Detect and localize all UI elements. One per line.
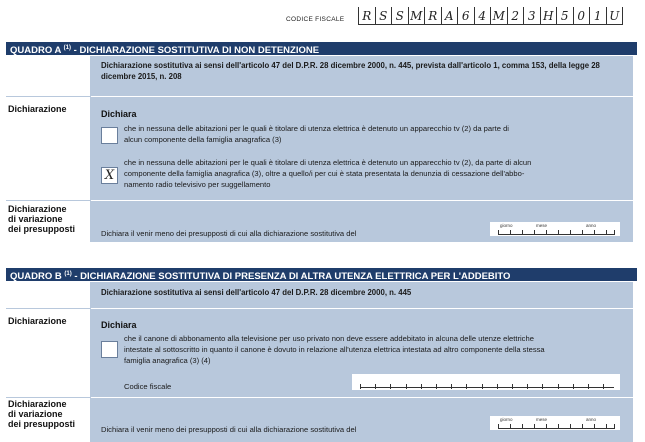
quadro-a-title: QUADRO A — [10, 45, 62, 57]
tick-mark — [498, 424, 499, 429]
date-label-day: giorno — [500, 417, 513, 422]
quadro-a-date-field[interactable] — [490, 222, 620, 236]
tick-mark — [406, 384, 407, 389]
tick-mark — [527, 384, 528, 389]
quadro-a-variazione-label — [8, 204, 75, 234]
tick-mark — [497, 384, 498, 389]
date-label-month: mese — [536, 417, 548, 422]
tick-mark — [498, 230, 499, 235]
quadro-b-option1-text — [124, 333, 629, 366]
tick-mark — [466, 384, 467, 389]
quadro-a-title-rest: - DICHIARAZIONE SOSTITUTIVA DI NON DETENZIONE — [71, 45, 320, 57]
label-line: dei presupposti — [8, 419, 76, 429]
codice-fiscale-char: 5 — [556, 7, 573, 24]
quadro-a-option1-checkbox[interactable] — [101, 127, 118, 144]
tick-mark — [542, 384, 543, 389]
tick-mark — [546, 230, 547, 235]
tick-mark — [606, 424, 607, 429]
quadro-b-dichiara: Dichiara — [101, 320, 137, 330]
tick-mark — [558, 230, 559, 235]
quadro-b-cf-label: Codice fiscale — [124, 382, 172, 391]
tick-mark — [573, 384, 574, 389]
date-label-year: anno — [586, 223, 597, 228]
tick-mark — [375, 384, 376, 389]
codice-fiscale-char: 6 — [457, 7, 474, 24]
codice-fiscale-char: S — [375, 7, 392, 24]
quadro-b-option1-checkbox[interactable] — [101, 341, 118, 358]
text-line: intestate al sottoscritto in quanto il canone è dovuto in relazione all'utenza elettrica intestata ad altro componente della stessa — [124, 345, 545, 354]
tick-mark — [512, 384, 513, 389]
codice-fiscale-char: 1 — [589, 7, 606, 24]
text-line: che in nessuna delle abitazioni per le quali è titolare di utenza elettrica è detenuto un apparecchio tv (2) da parte di — [124, 124, 509, 133]
tick-mark — [522, 230, 523, 235]
quadro-b-title-rest: - DICHIARAZIONE SOSTITUTIVA DI PRESENZA DI ALTRA UTENZA ELETTRICA PER L'ADDEBITO — [71, 271, 511, 283]
tick-mark — [594, 424, 595, 429]
tick-mark — [482, 384, 483, 389]
separator — [6, 200, 633, 201]
label-line: di variazione — [8, 214, 63, 224]
codice-fiscale-char: M — [408, 7, 425, 24]
separator — [6, 96, 633, 97]
tick-mark — [360, 384, 361, 389]
codice-fiscale-char: A — [441, 7, 458, 24]
codice-fiscale-boxes — [358, 7, 623, 25]
tick-mark — [570, 230, 571, 235]
quadro-b-header — [6, 268, 637, 281]
tick-mark — [451, 384, 452, 389]
date-label-day: giorno — [500, 223, 513, 228]
quadro-b-variazione-text: Dichiara il venir meno dei presupposti di cui alla dichiarazione sostitutiva del — [101, 425, 357, 434]
quadro-b-title: QUADRO B — [10, 271, 62, 283]
cf-baseline — [360, 387, 614, 388]
separator — [6, 397, 633, 398]
tick-mark — [614, 424, 615, 429]
date-label-year: anno — [586, 417, 597, 422]
quadro-a-panel — [90, 56, 633, 242]
tick-mark — [522, 424, 523, 429]
tick-mark — [510, 230, 511, 235]
separator — [6, 96, 90, 97]
quadro-a-option2-text — [124, 157, 629, 190]
codice-fiscale-label: CODICE FISCALE — [286, 16, 345, 23]
codice-fiscale-char: U — [606, 7, 624, 24]
text-line: che in nessuna delle abitazioni per le quali è titolare di utenza elettrica è detenuto un apparecchio tv (2), da parte di alcun — [124, 158, 532, 167]
quadro-b-variazione-label — [8, 399, 75, 429]
codice-fiscale-char: 0 — [573, 7, 590, 24]
separator — [6, 308, 90, 309]
tick-mark — [570, 424, 571, 429]
label-line: Dichiarazione — [8, 204, 67, 214]
separator — [6, 397, 90, 398]
tick-mark — [534, 230, 535, 235]
quadro-a-note: (1) — [63, 45, 72, 51]
tick-mark — [588, 384, 589, 389]
label-line: Dichiarazione — [8, 399, 67, 409]
quadro-b-codice-fiscale-input[interactable] — [352, 374, 620, 390]
codice-fiscale-char: 2 — [507, 7, 524, 24]
tick-mark — [558, 384, 559, 389]
tick-mark — [582, 230, 583, 235]
quadro-b-intro: Dichiarazione sostitutiva ai sensi dell'articolo 47 del D.P.R. 28 dicembre 2000, n. 445 — [101, 288, 412, 297]
tick-mark — [558, 424, 559, 429]
codice-fiscale-char: 3 — [523, 7, 540, 24]
text-line: che il canone di abbonamento alla televisione per uso privato non deve essere addebitato in alcuna delle utenze elettriche — [124, 334, 534, 343]
quadro-a-variazione-text: Dichiara il venir meno dei presupposti di cui alla dichiarazione sostitutiva del — [101, 229, 357, 238]
label-line: dei presupposti — [8, 224, 76, 234]
tick-mark — [436, 384, 437, 389]
codice-fiscale-char: 4 — [474, 7, 491, 24]
tick-mark — [594, 230, 595, 235]
text-line: famiglia anagrafica (3) (4) — [124, 356, 211, 365]
text-line: namento radio televisivo per suggellamento — [124, 180, 271, 189]
quadro-a-dichiarazione-label: Dichiarazione — [8, 104, 67, 114]
tick-mark — [390, 384, 391, 389]
codice-fiscale-char: M — [490, 7, 507, 24]
quadro-a-header — [6, 42, 637, 55]
tick-mark — [534, 424, 535, 429]
text-line: componente della famiglia anagrafica (3), oltre a quello/i per cui è stata presentata la denunzia di cessazione dell'abbo- — [124, 169, 525, 178]
quadro-b-date-field[interactable] — [490, 416, 620, 430]
codice-fiscale-char: H — [540, 7, 557, 24]
quadro-a-option1-text — [124, 123, 624, 145]
date-baseline — [498, 234, 614, 235]
quadro-a-intro: Dichiarazione sostitutiva ai sensi dell'articolo 47 del D.P.R. 28 dicembre 2000, n. 445, prevista dall'articolo 1, comma 153, della legge 28 dicembre 2015, n. 208 — [101, 61, 600, 81]
tick-mark — [582, 424, 583, 429]
tick-mark — [606, 230, 607, 235]
label-line: di variazione — [8, 409, 63, 419]
tick-mark — [421, 384, 422, 389]
quadro-a-option2-checkbox[interactable]: X — [101, 167, 118, 184]
tick-mark — [510, 424, 511, 429]
quadro-b-dichiarazione-label: Dichiarazione — [8, 316, 67, 326]
quadro-b-note: (1) — [64, 271, 72, 277]
separator — [6, 308, 633, 309]
date-label-month: mese — [536, 223, 548, 228]
codice-fiscale-char: R — [424, 7, 441, 24]
separator — [6, 200, 90, 201]
text-line: alcun componente della famiglia anagrafica (3) — [124, 135, 282, 144]
tick-mark — [603, 384, 604, 389]
codice-fiscale-char: S — [391, 7, 408, 24]
quadro-a-dichiara: Dichiara — [101, 109, 137, 119]
codice-fiscale-char: R — [358, 7, 375, 24]
tick-mark — [546, 424, 547, 429]
date-baseline — [498, 428, 614, 429]
tick-mark — [614, 230, 615, 235]
